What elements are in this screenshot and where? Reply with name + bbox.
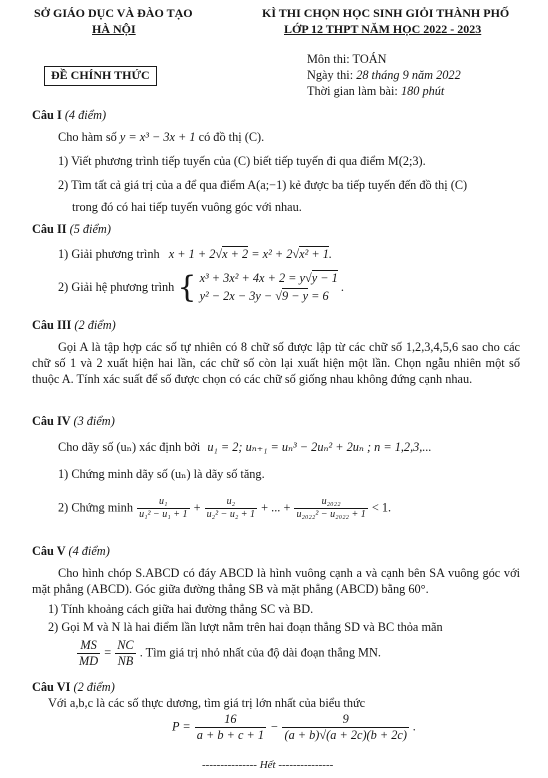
q6-dot: . [413,719,417,734]
q2-eq-b: x + 2 [222,247,249,261]
q2-eq-a: x + 1 + 2 [168,247,216,261]
q1-part2-line2: trong đó có hai tiếp tuyến vuông góc với nhau. [72,200,302,214]
q5-f1-num: MS [77,638,100,654]
q5-part1: 1) Tính khoảng cách giữa hai đường thẳng SC và BD. [48,602,314,616]
q5-text: Cho hình chóp S.ABCD có đáy ABCD là hình vuông cạnh a và cạnh bên SA vuông góc với mặt phẳng (ABCD). Góc giữa đường thẳng SB và mặt phẳng (ABCD) bằng 60°. [32,566,520,596]
q5-part2-line1: 2) Gọi M và N là hai điểm lần lượt nằm trên hai đoạn thẳng SD và BC thỏa mãn [48,620,443,634]
q6-f1-num: 16 [195,712,266,728]
q4-recurrence: u₁ = 2; uₙ₊₁ = uₙ³ − 2uₙ² + 2uₙ ; n = 1,2,3,... [207,440,432,454]
exam-title: KÌ THI CHỌN HỌC SINH GIỎI THÀNH PHỐ [262,6,510,20]
q1-intro-post: có đồ thị (C). [198,130,265,144]
q5-f2-den: NB [117,653,134,668]
official-label: ĐỀ CHÍNH THỨC [44,66,157,86]
sys2-b: 9 − y [282,288,309,303]
q4-inequality: < 1. [371,500,392,515]
sys2-a: y² − 2x − 3y − [199,288,276,303]
q4-f2-num: u₂ [205,496,257,509]
system-line-1: x³ + 3x² + 4x + 2 = y√y − 1 [199,271,338,285]
q6-points: (2 điểm) [73,680,115,694]
q5-f1-den: MD [79,653,99,668]
q2-part1 [58,247,332,263]
q6-f2-num: 9 [282,712,408,728]
q1-part2-line1: 2) Tìm tất cả giá trị của a để qua điểm A(a;−1) kẻ được ba tiếp tuyến đến đồ thị (C) [58,178,468,192]
department-city: HÀ NỘI [92,22,136,36]
time-label: Thời gian làm bài: [307,84,398,98]
q4-heading [32,414,115,430]
q4-f3-den: u₂₀₂₂² − u₂₀₂₂ + 1 [296,509,366,520]
q2-eq-e: . [328,247,332,261]
q6-f2-den-a: (a + b) [284,727,320,742]
time-value: 180 phút [400,84,445,98]
q4-f3-num: u₂₀₂₂ [294,496,367,509]
q4-intro-pre: Cho dãy số (uₙ) xác định bởi [58,440,201,454]
q2-part2-pre: 2) Giải hệ phương trình [58,279,175,294]
q4-dots: + ... + [261,500,291,515]
end-marker: --------------- Hết --------------- [202,759,334,771]
q6-minus: − [270,719,279,734]
q2-equation: x + 1 + 2√x + 2 = x² + 2√x² + 1. [168,247,332,261]
q4-points: (3 điểm) [73,414,115,428]
q4-frac-1 [137,496,189,521]
date-label: Ngày thi: [307,68,354,82]
q6-f1-den: a + b + c + 1 [196,727,264,742]
q6-f2-den: (a + b)√(a + 2c)(b + 2c) [284,727,407,742]
q5-f2-num: NC [117,638,134,652]
q4-part2-pre: 2) Chứng minh [58,500,133,515]
q6-title: Câu VI [32,680,71,694]
q4-f2-den: u₂² − u₂ + 1 [206,509,256,520]
time-line [307,84,444,100]
q6-expression [172,712,416,743]
q6-frac-1 [195,712,266,743]
q2-title: Câu II [32,222,67,236]
q1-title: Câu I [32,108,62,122]
q5-part2-post: . Tìm giá trị nhỏ nhất của độ dài đoạn thẳng MN. [139,645,381,660]
q6-heading [32,680,115,696]
exam-subtitle: LỚP 12 THPT NĂM HỌC 2022 - 2023 [284,22,482,36]
q1-intro-pre: Cho hàm số [58,130,117,144]
q1-intro [58,130,264,146]
q5-heading [32,544,110,560]
q5-frac-ms-md [77,638,100,669]
q4-f1-den: u₁² − u₁ + 1 [139,509,188,520]
q3-heading [32,318,116,334]
q4-f1-num: u₁ [137,496,189,509]
sys2-c: = 6 [308,288,329,303]
q2-eq-c: = x² + 2 [248,247,293,261]
q6-text: Với a,b,c là các số thực dương, tìm giá trị lớn nhất của biểu thức [48,696,366,710]
q1-formula: y = x³ − 3x + 1 [119,130,196,144]
q3-title: Câu III [32,318,72,332]
equation-system [200,270,338,306]
date-value: 28 tháng 9 năm 2022 [356,68,461,82]
subject-line: Môn thi: TOÁN [307,52,387,66]
q1-points: (4 điểm) [64,108,107,122]
q5-eq: = [104,645,112,660]
q3-text: Gọi A là tập hợp các số tự nhiên có 8 chữ số được lập từ các chữ số 1,2,3,4,5,6 sao cho các chữ số 1 và 2 xuất hiện hai lần, các chữ số còn lại xuất hiện một lần. Chọn ngẫu nhiên một số thuộc A. Tính xác suất để số được chọn có các chữ số giống nhau không đứng cạnh nhau. [32,340,520,386]
q5-points: (4 điểm) [68,544,110,558]
q1-heading [32,108,106,124]
q1-part1: 1) Viết phương trình tiếp tuyến của (C) biết tiếp tuyến đi qua điểm M(2;3). [58,154,426,168]
q3-points: (2 điểm) [74,318,116,332]
q4-part2: 2) Chứng minh $\frac{\text{u₁}}{\text{u₁² − u₁ + 1}}$ + $\frac{\text{u₂}}{\text{u₂² − u₂ + 1}}$ + ... + $\frac{\text{u₂₀₂₂}}{\text{u₂₀₂₂² − u₂₀₂₂ + 1}}$ < 1. [58,496,392,520]
sys1-b: y − 1 [311,271,338,285]
q2-part1-pre: 1) Giải phương trình [58,247,160,261]
department-name: SỞ GIÁO DỤC VÀ ĐÀO TẠO [34,6,193,20]
date-line [307,68,461,84]
sys1-a: x³ + 3x² + 4x + 2 = y [199,271,305,285]
q4-part1: 1) Chứng minh dãy số (uₙ) là dãy số tăng. [58,467,265,481]
system-line-2: y² − 2x − 3y − √9 − y = 6 [199,288,329,303]
q5-title: Câu V [32,544,66,558]
q6-f2-den-b: (a + 2c)(b + 2c) [326,727,407,742]
q2-eq-d: x² + 1 [299,247,329,261]
q4-frac-2 [205,496,257,521]
q4-title: Câu IV [32,414,71,428]
q4-intro [58,440,432,456]
q6-p-label: P = [172,719,191,734]
system-brace: { [177,269,197,305]
q2-part2: 2) Giải hệ phương trình { x³ + 3x² + 4x + 2 = y√y − 1 y² − 2x − 3y − √9 − y = 6 . [58,269,344,305]
q5-part2-line2 [76,638,381,669]
q2-points: (5 điểm) [69,222,111,236]
q4-frac-3 [294,496,367,521]
q6-frac-2 [282,712,408,743]
q2-heading [32,222,111,238]
q5-frac-nc-nb [115,638,135,669]
